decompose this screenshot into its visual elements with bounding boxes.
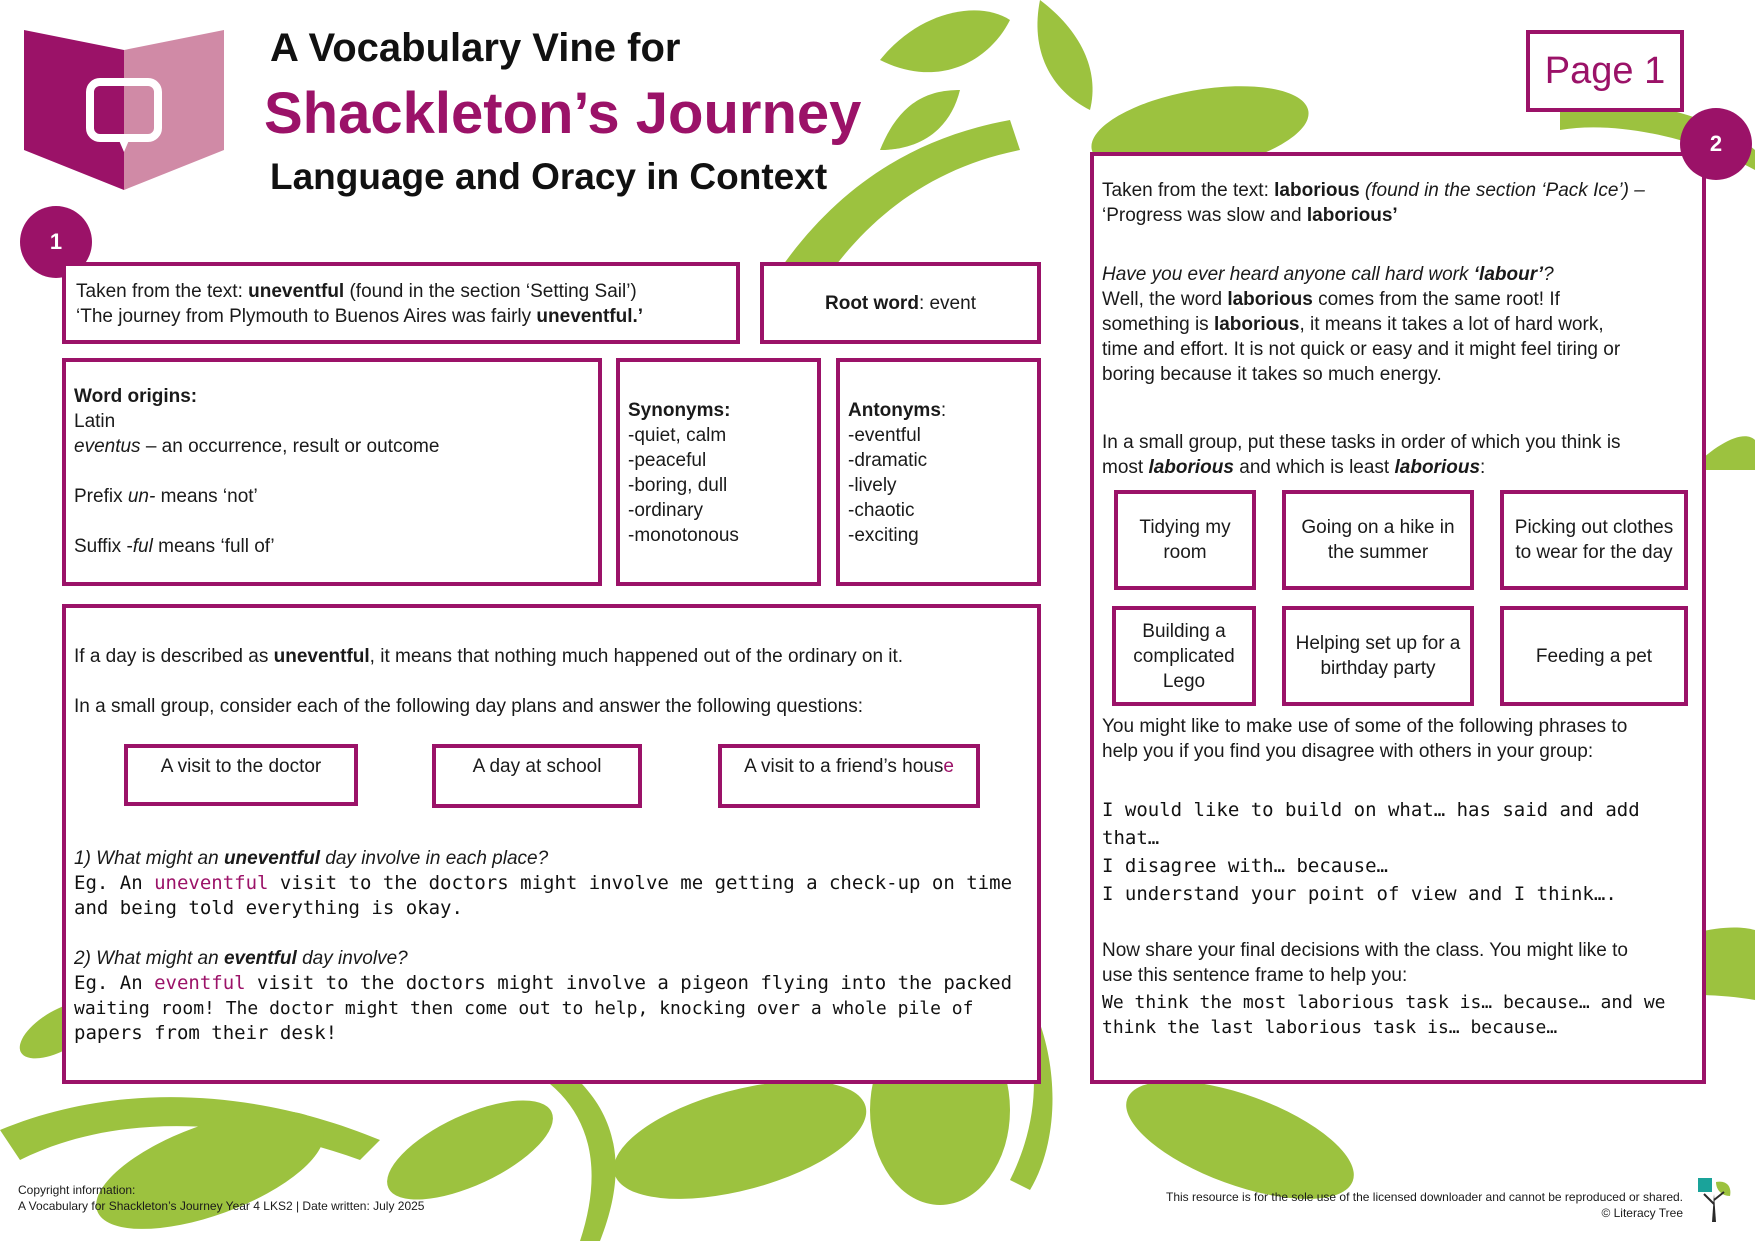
day-plan-school: A day at school — [432, 744, 642, 808]
share-instruction: Now share your final decisions with the class. You might like to use this sentence frame to help you: — [1102, 940, 1628, 986]
section-2-badge: 2 — [1680, 108, 1752, 180]
antonym-item: -chaotic — [848, 500, 915, 521]
day-plan-doctor: A visit to the doctor — [124, 744, 358, 806]
laborious-explanation: Have you ever heard anyone call hard work ‘labour’? Well, the word laborious comes from the same root! If something is laborious, it means it takes a lot of hard work, time and effort. It is not quick or easy and it might feel tiring or boring because it takes so much energy. — [1102, 264, 1621, 385]
task-card-lego: Building a complicated Lego — [1112, 606, 1256, 706]
header-line1: A Vocabulary Vine for — [270, 26, 681, 70]
answer-1: Eg. An uneventful visit to the doctors might involve me getting a check-up on time and being told everything is okay. — [74, 872, 1013, 919]
synonym-item: -boring, dull — [628, 475, 728, 496]
antonym-item: -eventful — [848, 425, 921, 446]
synonym-item: -monotonous — [628, 525, 739, 546]
question-2: 2) What might an eventful day involve? — [74, 948, 408, 969]
antonyms-box: Antonyms: -eventful -dramatic -lively -chaotic -exciting — [836, 358, 1041, 586]
laborious-source: Taken from the text: laborious (found in the section ‘Pack Ice’) – ‘Progress was slow and laborious’ — [1102, 180, 1645, 226]
discussion-phrases: I would like to build on what… has said and add that… I disagree with… because… I understand your point of view and I think…. — [1102, 799, 1640, 905]
task-card-birthday: Helping set up for a birthday party — [1282, 606, 1474, 706]
copyright-info: Copyright information: A Vocabulary for Shackleton’s Journey Year 4 LKS2 | Date written: July 2025 — [18, 1183, 425, 1213]
day-plan-friend: A visit to a friend’s house — [718, 744, 980, 808]
synonym-item: -ordinary — [628, 500, 703, 521]
laborious-activity-box — [1090, 152, 1706, 1084]
uneventful-activity-box — [62, 604, 1041, 1084]
synonym-item: -peaceful — [628, 450, 707, 471]
logo — [24, 30, 234, 190]
synonym-item: -quiet, calm — [628, 425, 727, 446]
sentence-frame: We think the most laborious task is… because… and we think the last laborious task is… because… — [1102, 992, 1666, 1038]
answer-2: Eg. An eventful visit to the doctors might involve a pigeon flying into the packed waiting room! The doctor might then come out to help, knocking over a whole pile of papers from their desk! — [74, 972, 1013, 1044]
literacy-tree-logo-icon — [1694, 1176, 1734, 1224]
root-word-box: Root word: event — [760, 262, 1041, 344]
question-1: 1) What might an uneventful day involve in each place? — [74, 848, 549, 869]
task-card-clothes: Picking out clothes to wear for the day — [1500, 490, 1688, 590]
synonyms-box: Synonyms: -quiet, calm -peaceful -boring, dull -ordinary -monotonous — [616, 358, 821, 586]
antonym-item: -lively — [848, 475, 897, 496]
antonym-item: -exciting — [848, 525, 919, 546]
task-card-pet: Feeding a pet — [1500, 606, 1688, 706]
source-box-uneventful: Taken from the text: uneventful (found in the section ‘Setting Sail’) ‘The journey from Plymouth to Buenos Aires was fairly uneventful.’ — [62, 262, 740, 344]
page-title: Shackleton’s Journey — [264, 81, 862, 146]
word-origins-box: Word origins: Latin eventus – an occurrence, result or outcome Prefix un- means ‘not’ Suffix -ful means ‘full of’ — [62, 358, 602, 586]
header-subtitle: Language and Oracy in Context — [270, 156, 828, 197]
ordering-instruction: In a small group, put these tasks in order of which you think is most laborious and which is least laborious: — [1102, 432, 1621, 478]
section-1-badge: 1 — [20, 206, 92, 278]
page-label: Page 1 — [1526, 30, 1684, 112]
phrases-intro: You might like to make use of some of the following phrases to help you if you find you disagree with others in your group: — [1102, 716, 1628, 762]
antonym-item: -dramatic — [848, 450, 928, 471]
group-instruction: In a small group, consider each of the following day plans and answer the following questions: — [74, 696, 863, 717]
task-card-hike: Going on a hike in the summer — [1282, 490, 1474, 590]
uneventful-definition: If a day is described as uneventful, it means that nothing much happened out of the ordinary on it. — [74, 646, 904, 667]
open-book-speech-icon — [24, 30, 234, 190]
license-notice: This resource is for the sole use of the licensed downloader and cannot be reproduced or shared. © Literacy Tree — [1166, 1190, 1683, 1220]
task-card-tidying: Tidying my room — [1114, 490, 1256, 590]
